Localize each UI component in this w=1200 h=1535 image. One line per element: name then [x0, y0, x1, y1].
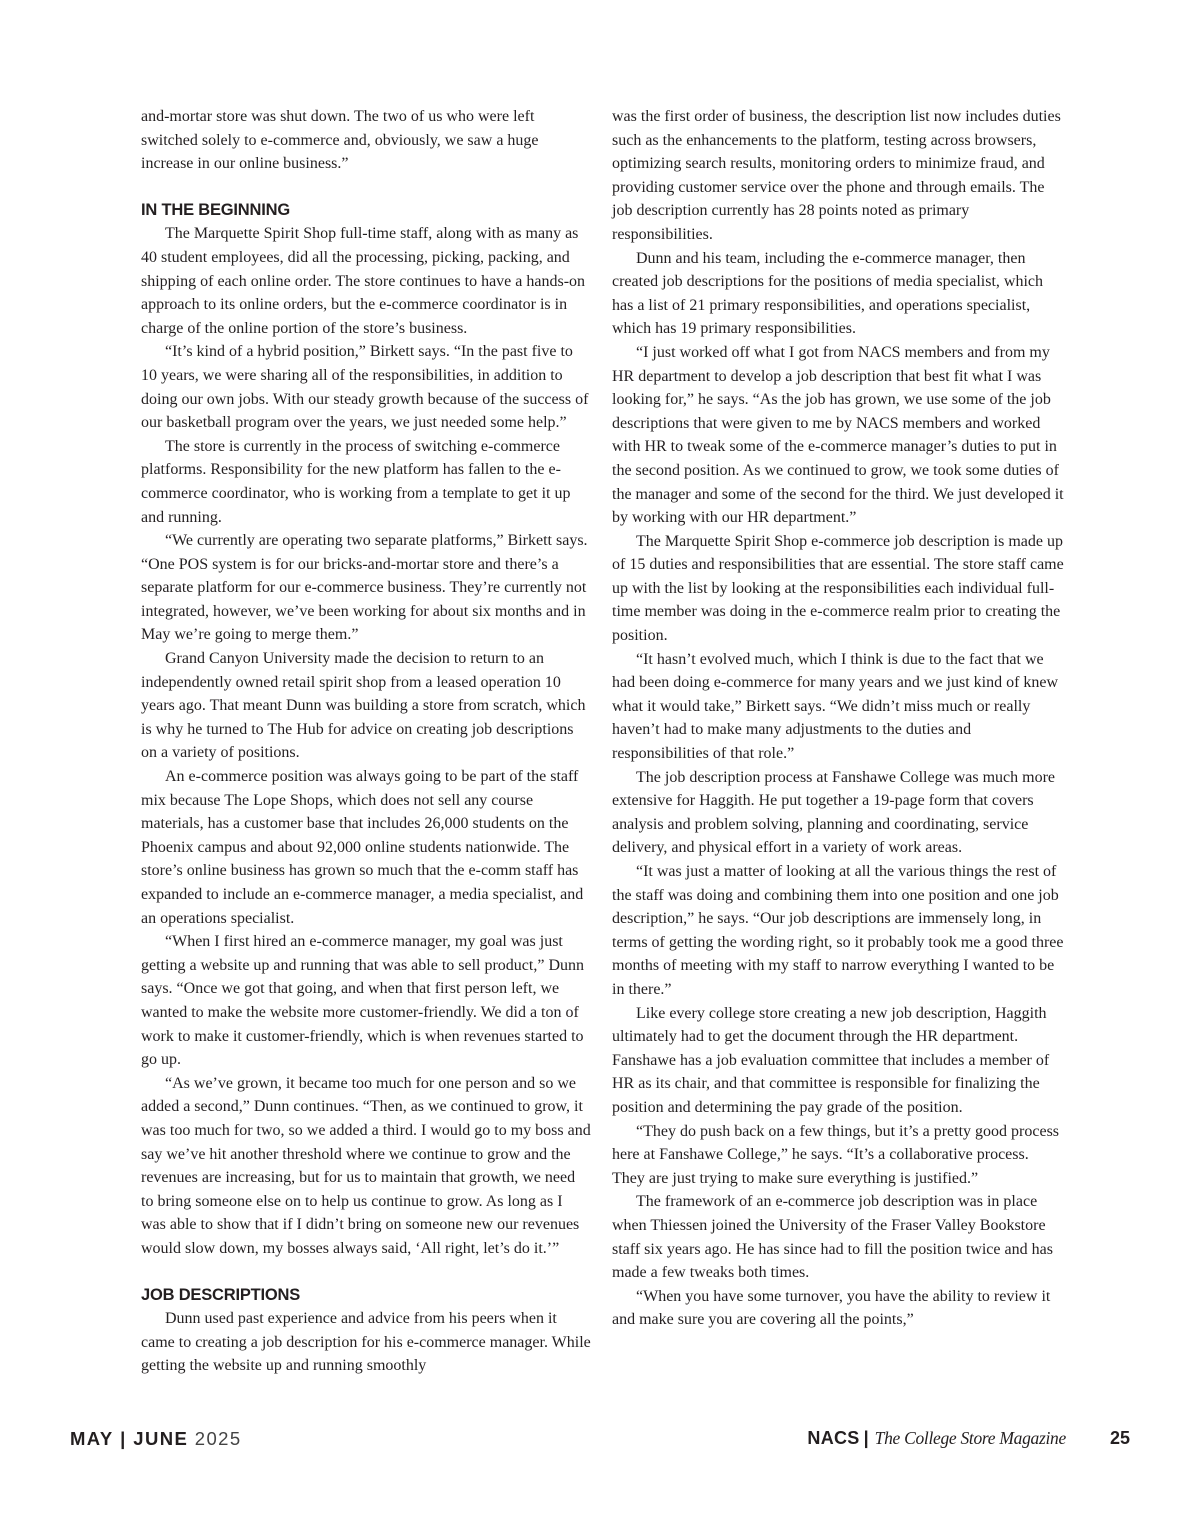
paragraph: Grand Canyon University made the decision to return to an independently owned retail spirit shop from a leased operation 10 years ago. That meant Dunn was building a store from scratch, which is why he turned to The Hub for advice on creating job descriptions on a variety of positions. [141, 650, 586, 762]
paragraph: “It was just a matter of looking at all the various things the rest of the staff was doing and combining them into one position and one job description,” he says. “Our job descriptions are immensely long, in terms of getting the wording right, so it probably took me a good three months of meeting with my staff to narrow everything I wanted to be in there.” [612, 863, 1064, 998]
issue-year: 2025 [194, 1428, 242, 1449]
issue-month: MAY [70, 1428, 114, 1449]
issue-date [70, 1428, 242, 1450]
paragraph: The job description process at Fanshawe College was much more extensive for Haggith. He put together a 19-page form that covers analysis and problem solving, planning and coordinating, service delivery, and physical effort in a variety of work areas. [612, 768, 1055, 857]
article-column-right [612, 105, 1064, 1332]
paragraph: Like every college store creating a new job description, Haggith ultimately had to get the document through the HR department. Fanshawe has a job evaluation committee that includes a member of HR as its chair, and that committee is responsible for finalizing the position and determining the pay grade of the position. [612, 1004, 1050, 1116]
section-heading: JOB DESCRIPTIONS [141, 1285, 301, 1304]
section-heading: IN THE BEGINNING [141, 200, 290, 219]
paragraph: Dunn and his team, including the e-commerce manager, then created job descriptions for the positions of media specialist, which has a list of 21 primary responsibilities, and operations specialist, which has 19 primary responsibilities. [612, 249, 1043, 338]
paragraph: “It’s kind of a hybrid position,” Birkett says. “In the past five to 10 years, we were sharing all of the responsibilities, in addition to doing our own jobs. With our steady growth because of the success of our basketball program over the years, we just needed some help.” [141, 343, 589, 432]
publication-info [807, 1428, 1130, 1449]
paragraph: “As we’ve grown, it became too much for one person and so we added a second,” Dunn continues. “Then, as we continued to grow, it was too much for two, so we added a third. I would go to my boss and say we’ve hit another threshold where we continue to grow and the revenues are increasing, but for us to maintain that growth, we need to bring someone else on to help us continue to grow. As long as I was able to show that if I didn’t bring on someone new our revenues would slow down, my bosses always said, ‘All right, let’s do it.’” [141, 1074, 591, 1257]
paragraph: was the first order of business, the description list now includes duties such as the enhancements to the platform, testing across browsers, optimizing search results, monitoring orders to minimize fraud, and providing customer service over the phone and through emails. The job description currently has 28 points noted as primary responsibilities. [612, 108, 1061, 243]
brand-divider: | [863, 1428, 869, 1448]
paragraph: The Marquette Spirit Shop e-commerce job description is made up of 15 duties and responsibilities that are essential. The store staff came up with the list by looking at the responsibilities each individual full-time member was doing in the e-commerce realm prior to creating the position. [612, 532, 1064, 645]
issue-divider: | [120, 1428, 127, 1449]
page-footer [70, 1428, 1130, 1458]
paragraph: “It hasn’t evolved much, which I think is due to the fact that we had been doing e-commerce for many years and we just kind of knew what it would take,” Birkett says. “We didn’t miss much or really haven’t had to make many adjustments to the duties and responsibilities of that role.” [612, 650, 1059, 763]
brand-name: NACS [807, 1428, 860, 1448]
article-column-left [141, 105, 591, 1378]
paragraph: The framework of an e-commerce job description was in place when Thiessen joined the University of the Fraser Valley Bookstore staff six years ago. He has since had to fill the position twice and has made a few tweaks both times. [612, 1193, 1053, 1282]
paragraph: “When you have some turnover, you have the ability to review it and make sure you are covering all the points,” [612, 1287, 1051, 1329]
paragraph: “I just worked off what I got from NACS members and from my HR department to develop a job description that best fit what I was looking for,” he says. “As the job has grown, we use some of the job descriptions that were given to me by NACS members and worked with HR to tweak some of the e-commerce manager’s duties to put in the second position. As we continued to grow, we took some duties of the manager and some of the second for the third. We just developed it by working with our HR department.” [612, 343, 1064, 527]
paragraph: “When I first hired an e-commerce manager, my goal was just getting a website up and running that was able to sell product,” Dunn says. “Once we got that going, and when that first person left, we wanted to make the website more customer-friendly. We did a ton of work to make it customer-friendly, which is when revenues started to go up. [141, 933, 585, 1069]
paragraph: An e-commerce position was always going to be part of the staff mix because The Lope Shops, which does not sell any course materials, has a customer base that includes 26,000 students on the Phoenix campus and about 92,000 online students nationwide. The store’s online business has grown so much that the e-comm staff has expanded to include an e-commerce manager, a media specialist, and an operations specialist. [141, 768, 584, 927]
paragraph: and-mortar store was shut down. The two of us who were left switched solely to e-commerce and, obviously, we saw a huge increase in our online business.” [141, 108, 539, 173]
paragraph: “They do push back on a few things, but it’s a pretty good process here at Fanshawe College,” he says. “It’s a collaborative process. They are just trying to make sure everything is justified.” [612, 1122, 1060, 1187]
page-number: 25 [1109, 1428, 1130, 1448]
issue-month-2: JUNE [133, 1428, 189, 1449]
paragraph: The Marquette Spirit Shop full-time staff, along with as many as 40 student employees, did all the processing, picking, packing, and shipping of each online order. The store continues to have a hands-on approach to its online orders, but the e-commerce coordinator is in charge of the online portion of the store’s business. [141, 225, 586, 337]
paragraph: The store is currently in the process of switching e-commerce platforms. Responsibility for the new platform has fallen to the e-commerce coordinator, who is working from a template to get it up and running. [141, 437, 571, 526]
paragraph: “We currently are operating two separate platforms,” Birkett says. “One POS system is for our bricks-and-mortar store and there’s a separate platform for our e-commerce business. They’re currently not integrated, however, we’ve been working for about six months and in May we’re going to merge them.” [141, 532, 588, 644]
magazine-title: The College Store Magazine [874, 1428, 1066, 1448]
paragraph: Dunn used past experience and advice from his peers when it came to creating a job description for his e-commerce manager. While getting the website up and running smoothly [141, 1310, 591, 1375]
